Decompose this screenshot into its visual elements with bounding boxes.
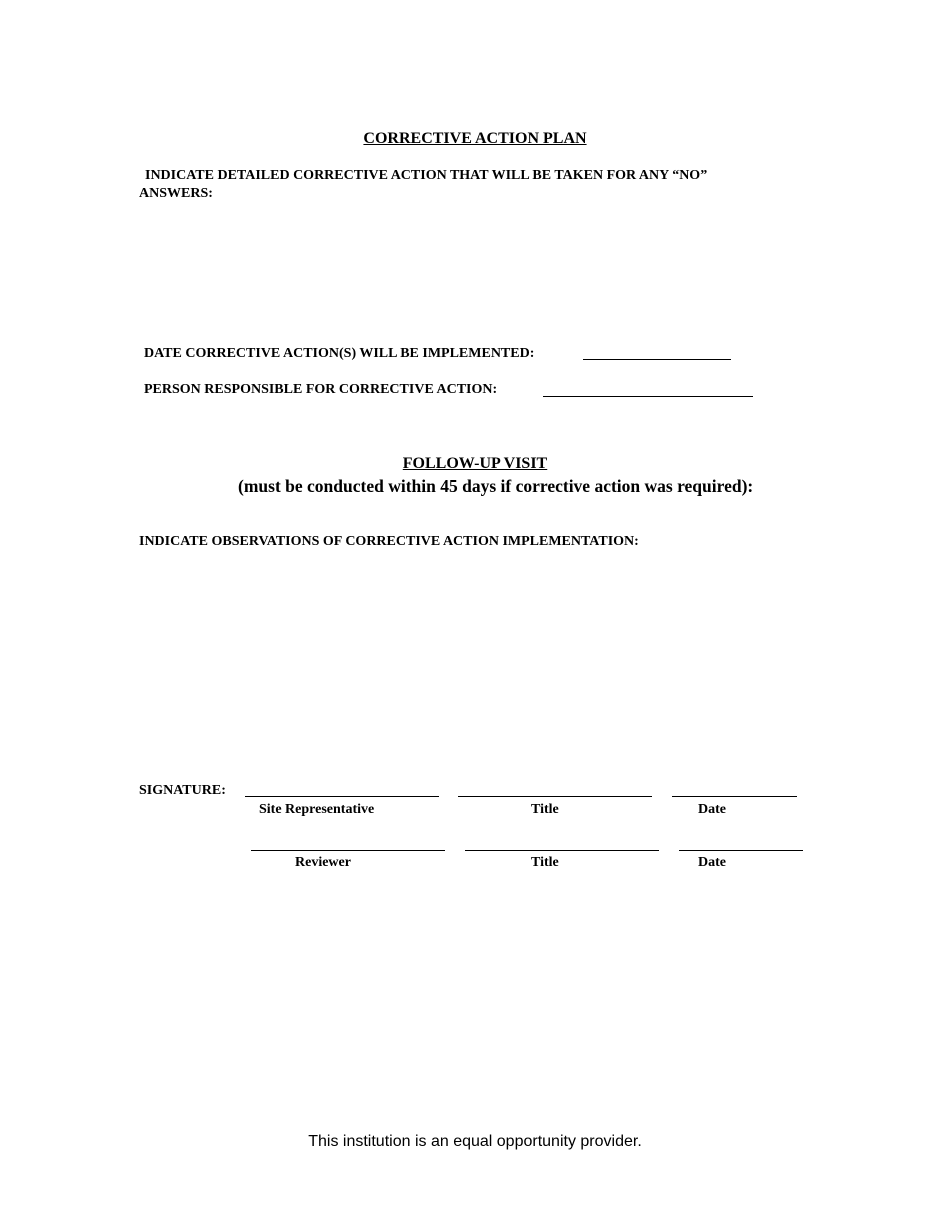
site-representative-caption: Site Representative — [259, 802, 375, 817]
instruction-line-1: INDICATE DETAILED CORRECTIVE ACTION THAT WILL BE TAKEN FOR ANY “NO” — [145, 168, 708, 183]
person-responsible-label: PERSON RESPONSIBLE FOR CORRECTIVE ACTION: — [144, 382, 498, 397]
instruction-line-2: ANSWERS: — [139, 186, 213, 201]
date-implemented-field[interactable] — [583, 359, 731, 360]
site-representative-title-line[interactable] — [458, 796, 652, 797]
page-title: CORRECTIVE ACTION PLAN — [363, 130, 587, 147]
date-implemented-row — [144, 346, 534, 362]
footer-statement: This institution is an equal opportunity provider. — [308, 1133, 642, 1150]
reviewer-date-line[interactable] — [679, 850, 803, 851]
followup-title: FOLLOW-UP VISIT — [402, 455, 548, 472]
date-implemented-label: DATE CORRECTIVE ACTION(S) WILL BE IMPLEMENTED: — [144, 346, 535, 361]
observations-label: INDICATE OBSERVATIONS OF CORRECTIVE ACTION IMPLEMENTATION: — [139, 534, 639, 549]
signature-label: SIGNATURE: — [139, 783, 226, 798]
reviewer-title-caption: Title — [531, 855, 559, 870]
person-responsible-field[interactable] — [543, 396, 753, 397]
reviewer-caption: Reviewer — [295, 855, 351, 870]
reviewer-date-caption: Date — [698, 855, 726, 870]
site-representative-date-line[interactable] — [672, 796, 797, 797]
site-representative-date-caption: Date — [698, 802, 726, 817]
site-representative-signature-line[interactable] — [245, 796, 439, 797]
person-responsible-row — [144, 382, 497, 398]
reviewer-title-line[interactable] — [465, 850, 659, 851]
site-representative-title-caption: Title — [531, 802, 559, 817]
reviewer-signature-line[interactable] — [251, 850, 445, 851]
followup-subtitle: (must be conducted within 45 days if corrective action was required): — [238, 476, 754, 496]
